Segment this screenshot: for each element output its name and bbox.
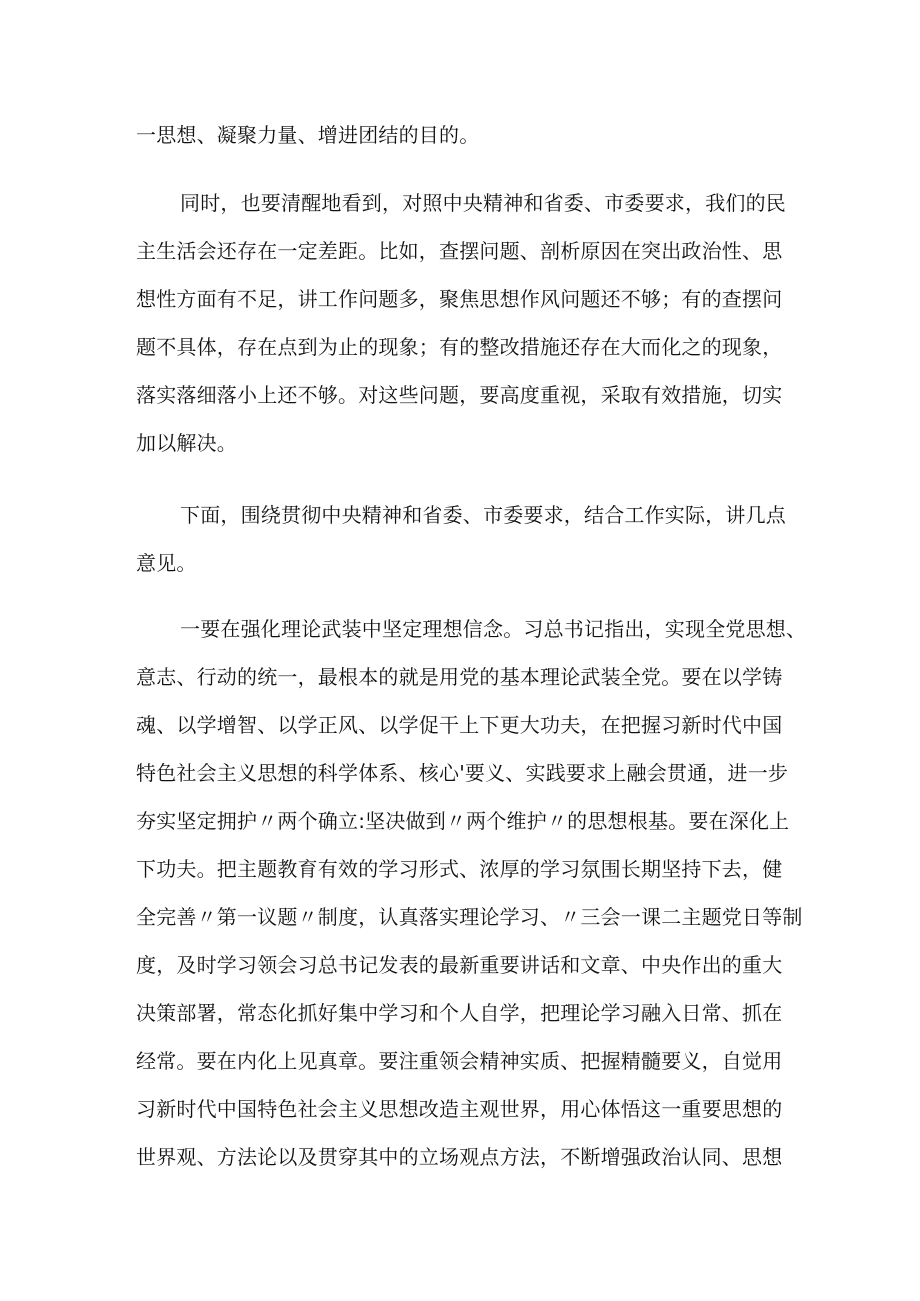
text-line: 一思想、凝聚力量、增进团结的目的。: [136, 123, 480, 147]
paragraph-intro: [136, 491, 784, 587]
text-line: 一要在强化理论武装中坚定理想信念。习总书记指出，实现全党思想、: [180, 617, 807, 641]
paragraph: [136, 491, 784, 587]
text-line: 全完善〃第一议题〃制度，认真落实理论学习、〃三会一课二主题党日等制: [136, 905, 803, 929]
paragraph-assessment: [136, 179, 784, 467]
text-line: 经常。要在内化上见真章。要注重领会精神实质、把握精髓要义，自觉用: [136, 1049, 783, 1073]
text-line: 加以解决。: [136, 431, 237, 455]
paragraph-continuation: [136, 111, 784, 159]
text-line: 魂、以学增智、以学正风、以学促干上下更大功夫，在把握习新时代中国: [136, 713, 783, 737]
text-line: 习新时代中国特色社会主义思想改造主观世界，用心体悟这一重要思想的: [136, 1097, 783, 1121]
paragraph: [136, 111, 784, 159]
text-line: 度，及时学习领会习总书记发表的最新重要讲话和文章、中央作出的重大: [136, 953, 783, 977]
text-line: 主生活会还存在一定差距。比如，查摆问题、剖析原因在突出政治性、思: [136, 239, 783, 263]
paragraph: [136, 179, 784, 467]
text-line: 意见。: [136, 551, 197, 575]
text-line: 想性方面有不足，讲工作问题多，聚焦思想作风问题还不够；有的查摆问: [136, 287, 783, 311]
text-line: 夯实坚定拥护〃两个确立:坚决做到〃两个维护〃的思想根基。要在深化上: [136, 809, 790, 833]
text-line: 下功夫。把主题教育有效的学习形式、浓厚的学习氛围长期坚持下去，健: [136, 857, 783, 881]
text-line: 同时，也要清醒地看到，对照中央精神和省委、市委要求，我们的民: [180, 191, 786, 215]
paragraph-point-one: [136, 605, 807, 1181]
text-line: 落实落细落小上还不够。对这些问题，要高度重视，采取有效措施，切实: [136, 383, 783, 407]
text-line: 世界观、方法论以及贯穿其中的立场观点方法，不断增强政治认同、思想: [136, 1145, 783, 1169]
text-line: 决策部署，常态化抓好集中学习和个人自学，把理论学习融入日常、抓在: [136, 1001, 783, 1025]
text-line: 特色社会主义思想的科学体系、核心'要义、实践要求上融会贯通，进一步: [136, 761, 789, 785]
text-line: 题不具体，存在点到为止的现象；有的整改措施还存在大而化之的现象，: [136, 335, 783, 359]
text-line: 下面，围绕贯彻中央精神和省委、市委要求，结合工作实际，讲几点: [180, 503, 786, 527]
text-line: 意志、行动的统一，最根本的就是用党的基本理论武装全党。要在以学铸: [136, 665, 783, 689]
paragraph: [136, 605, 807, 1181]
